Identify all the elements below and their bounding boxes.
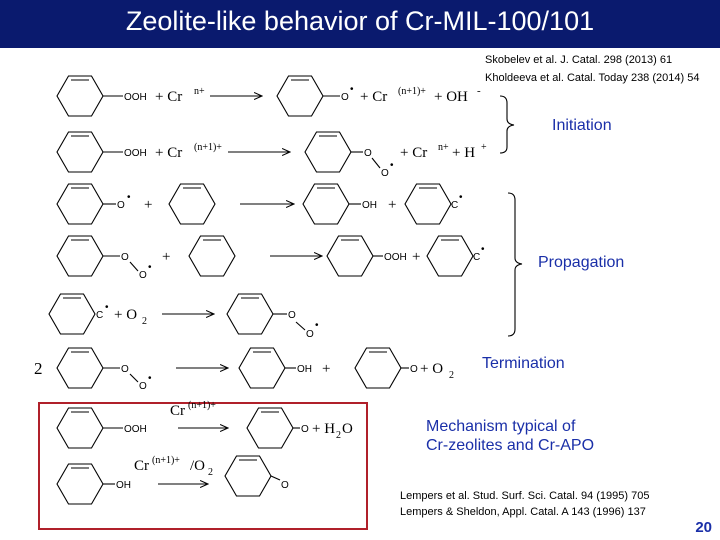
oh-group: OH [116,480,131,491]
mechanism-note-line2: Cr-zeolites and Cr-APO [426,437,595,454]
reference-skobelev: Skobelev et al. J. Catal. 298 (2013) 61 [485,54,673,66]
radical-dot: • [105,302,109,313]
ooh-group: OOH [384,252,407,263]
o-atom: O [139,270,147,281]
ooh-group: OOH [124,424,147,435]
cyclohexene-ring [169,184,215,224]
o-atom: O [139,381,147,392]
oxygen-product: + O [420,361,444,377]
reagent-cr: + Cr [155,89,183,105]
proton: + H [452,145,476,161]
cyclohexene-ring [57,184,103,224]
cyclohexene-ring [57,348,103,388]
reference-kholdeeva: Kholdeeva et al. Catal. Today 238 (2014) 54 [485,72,700,84]
o-atom: O [117,200,125,211]
cyclohexene-ring [227,294,273,334]
water-subscript: 2 [336,430,341,441]
plus-sign: + [162,249,171,265]
water-product: + H [312,421,336,437]
o-atom: O [301,424,309,435]
catalyst-oxygen-subscript: 2 [208,467,213,478]
reaction-1 [57,76,481,116]
product-cr: + Cr [400,145,428,161]
cyclohexene-ring [303,184,349,224]
initiation-brace [500,96,514,153]
radical-dot: • [459,192,463,203]
carbon-radical: C [451,200,459,211]
cyclohexene-ring [427,236,473,276]
reference-lempers-1996: Lempers & Sheldon, Appl. Catal. A 143 (1996) 137 [400,506,646,518]
reaction-4 [57,236,485,281]
hydroxide-charge: - [477,85,481,97]
plus-sign: + [412,249,421,265]
propagation-label: Propagation [538,254,625,271]
propagation-brace [508,193,522,336]
carbon-radical: C [473,252,481,263]
catalyst-cr-charge: (n+1)+ [188,400,216,411]
plus-sign: + [144,197,153,213]
oh-group: OH [362,200,377,211]
ooh-group: OOH [124,148,147,159]
reagent-cr-charge: (n+1)+ [194,142,222,153]
reaction-8 [57,455,289,504]
radical-dot: • [315,320,319,331]
o-atom: O [306,329,314,340]
o-atom: O [121,364,129,375]
o-atom: O [121,252,129,263]
cyclohexene-ring [57,236,103,276]
product-cr-charge: n+ [438,142,449,153]
initiation-label: Initiation [552,117,612,134]
plus-sign: + [388,197,397,213]
reaction-6 [34,348,454,392]
product-cr-charge: (n+1)+ [398,86,426,97]
radical-dot: • [350,84,354,95]
page-number: 20 [695,519,712,536]
reagent-cr: + Cr [155,145,183,161]
oxygen-subscript: 2 [449,370,454,381]
cyclohexene-ring [405,184,451,224]
ketone-oxygen: O [281,480,289,491]
cyclohexene-ring [247,408,293,448]
reaction-2 [57,132,487,179]
radical-dot: • [390,160,394,171]
reaction-3 [57,184,463,224]
oxygen-subscript: 2 [142,316,147,327]
catalyst-oxygen: /O [190,458,205,474]
cyclohexene-ring [305,132,351,172]
cyclohexene-ring [57,408,103,448]
radical-dot: • [127,192,131,203]
o-atom: O [364,148,372,159]
reference-lempers-1995: Lempers et al. Stud. Surf. Sci. Catal. 94 (1995) 705 [400,490,650,502]
reaction-7 [57,400,353,448]
cyclohexene-ring [327,236,373,276]
ooh-group: OOH [124,92,147,103]
oh-group: OH [297,364,312,375]
cyclohexene-ring [355,348,401,388]
proton-charge: + [481,142,487,153]
slide-title: Zeolite-like behavior of Cr-MIL-100/101 [125,6,595,36]
cyclohexene-ring [57,132,103,172]
plus-sign: + [322,361,331,377]
reagent-cr-charge: n+ [194,86,205,97]
o-atom: O [341,92,349,103]
mechanism-note-line1: Mechanism typical of [426,418,576,435]
cyclohexene-ring [49,294,95,334]
termination-label: Termination [482,355,565,372]
cyclohexene-ring [225,456,271,496]
o-atom: O [288,310,296,321]
radical-dot: • [148,262,152,273]
catalyst-cr: Cr [170,403,185,419]
catalyst-cr-charge: (n+1)+ [152,455,180,466]
cyclohexene-ring [277,76,323,116]
oxygen-reagent: + O [114,307,138,323]
cyclohexene-ring [189,236,235,276]
hydroxide: + OH [434,89,468,105]
product-cr: + Cr [360,89,388,105]
stoichiometric-coefficient: 2 [34,359,43,378]
cyclohexene-ring [57,464,103,504]
cyclohexene-ring [57,76,103,116]
o-atom: O [410,364,418,375]
o-atom: O [381,168,389,179]
reaction-5 [49,294,319,340]
radical-dot: • [481,244,485,255]
cyclohexene-ring [239,348,285,388]
carbon-radical: C [96,310,104,321]
radical-dot: • [148,373,152,384]
catalyst-cr: Cr [134,458,149,474]
water-oxygen: O [342,421,353,437]
